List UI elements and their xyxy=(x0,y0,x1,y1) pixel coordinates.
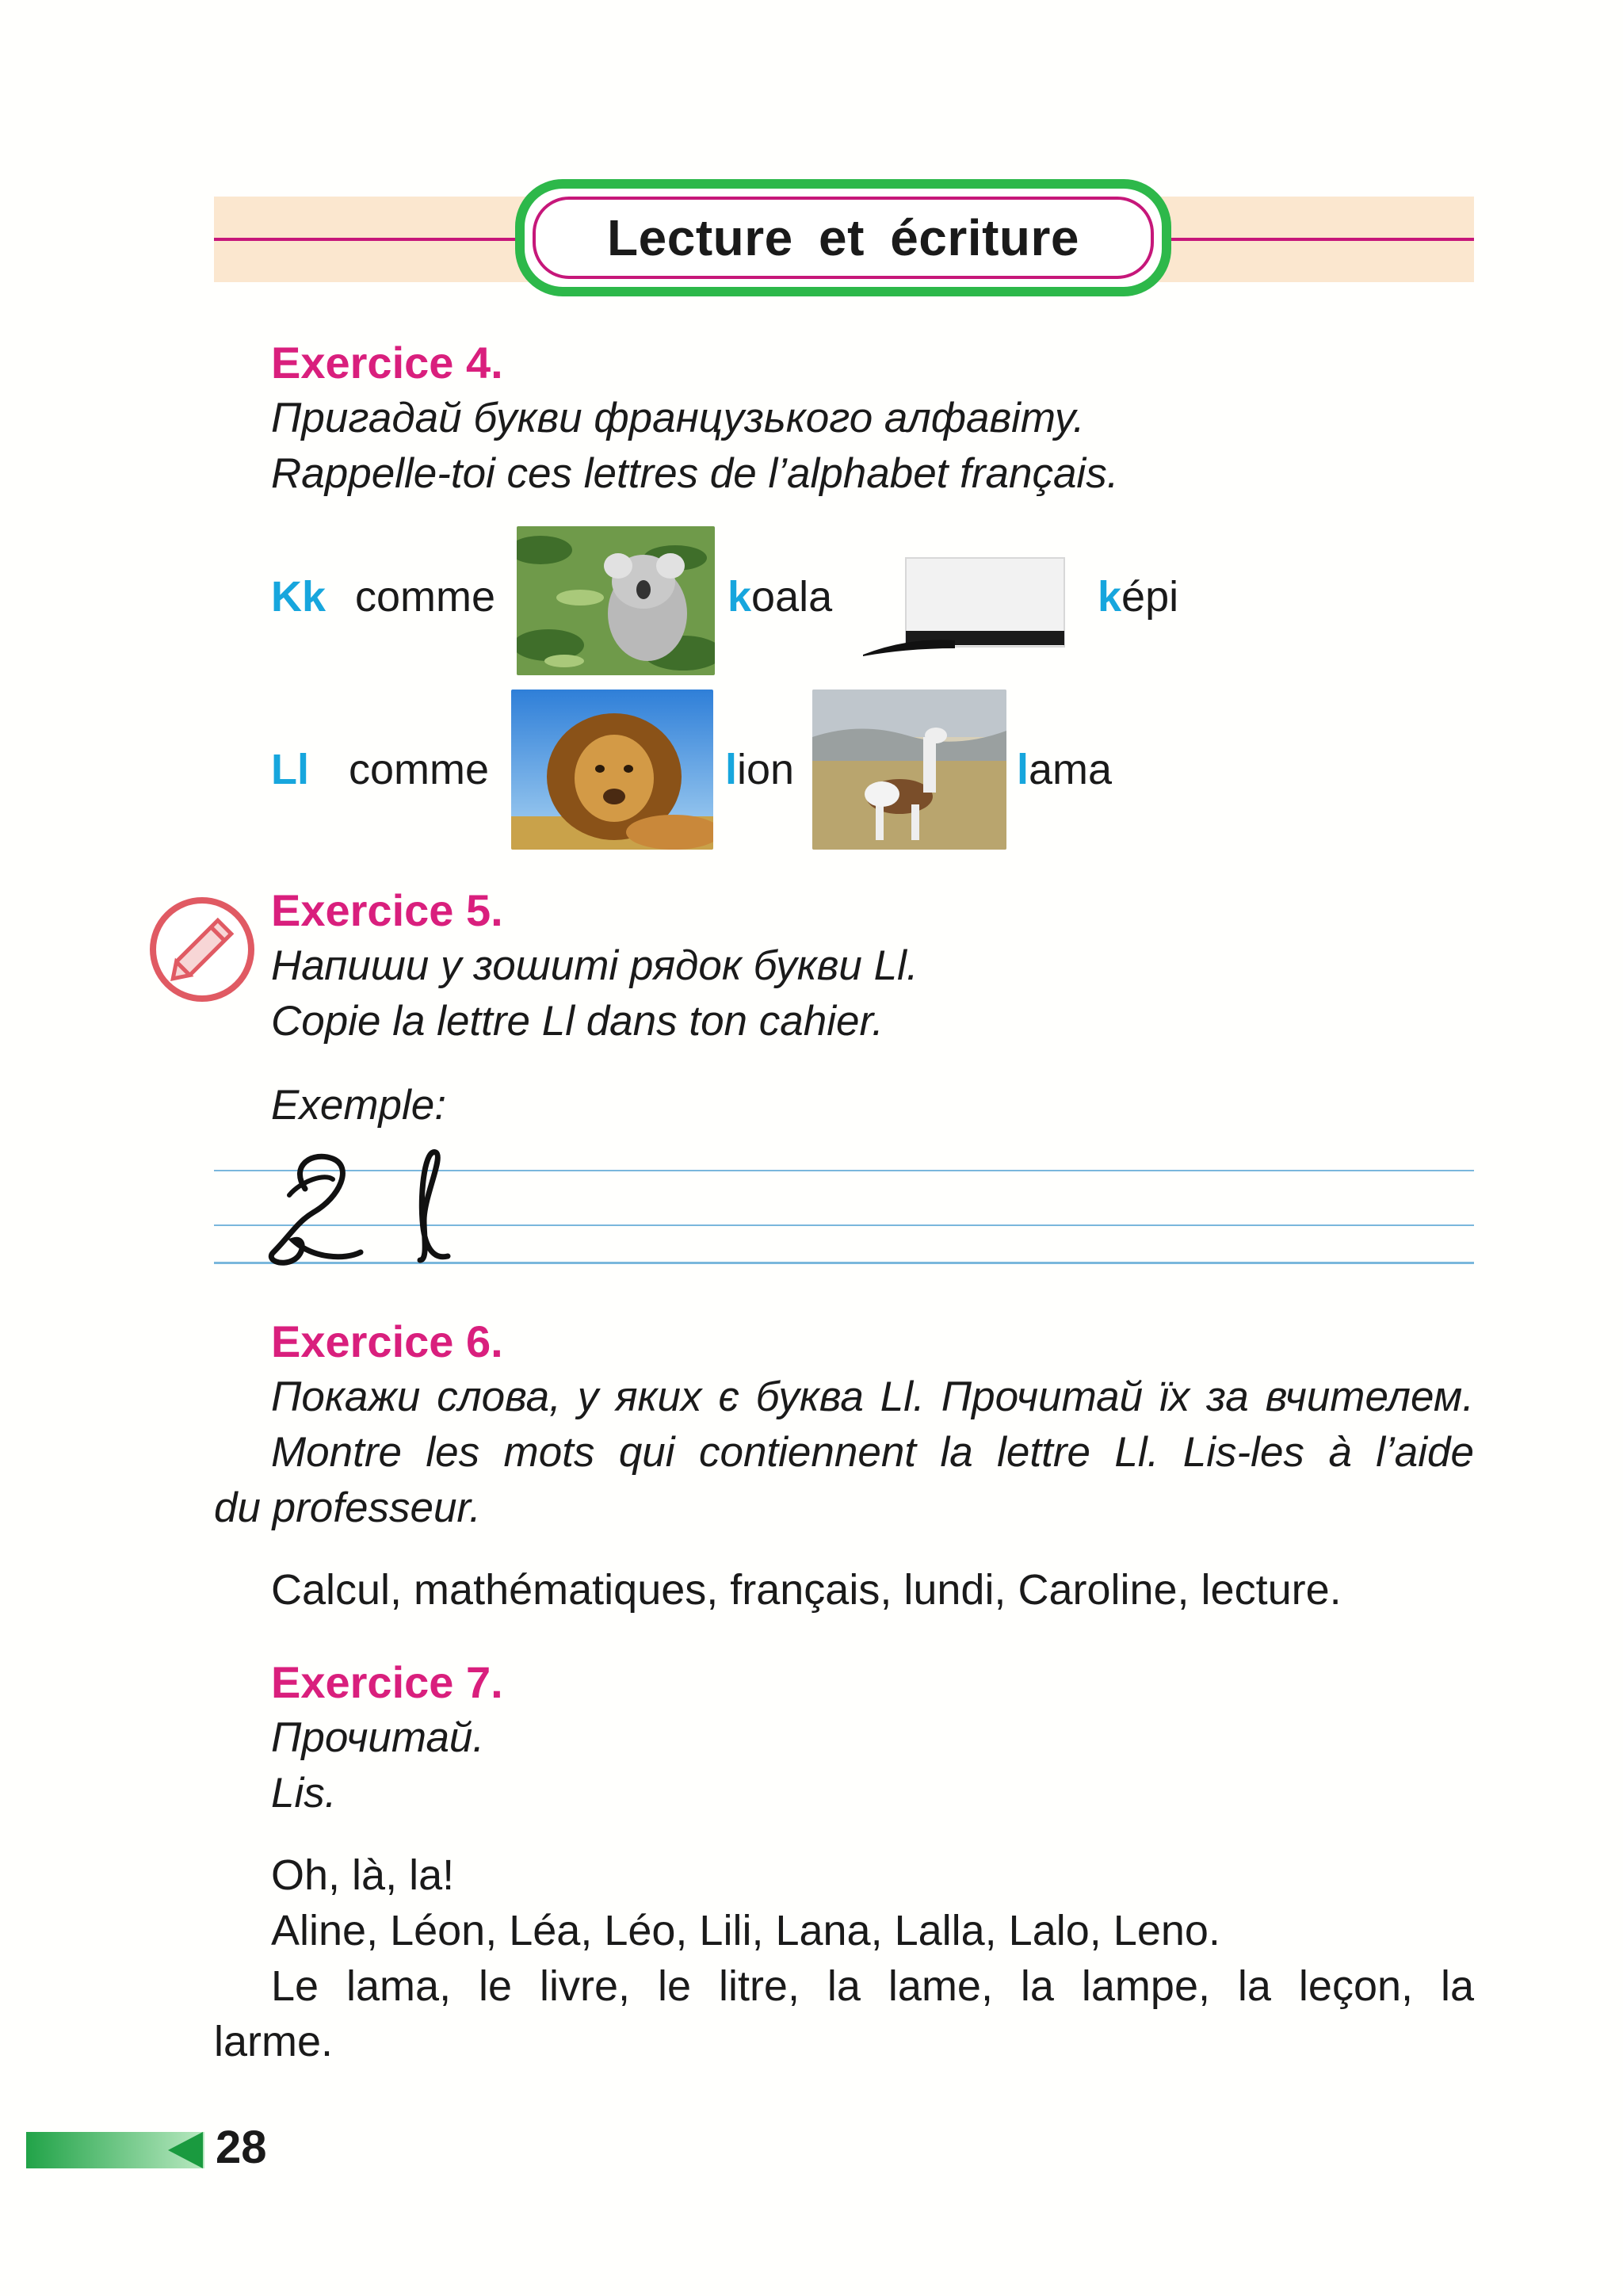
letter-ll: Ll xyxy=(271,746,309,793)
exercise5-example-label: Exemple: xyxy=(271,1082,446,1129)
word-koala: koala xyxy=(727,573,833,621)
comme-ll: comme xyxy=(349,746,490,793)
exercise7-line2: Aline, Léon, Léa, Léo, Lili, Lana, Lalla, Lalo, Leno. xyxy=(271,1907,1220,1954)
section-title: Lecture et écriture xyxy=(607,209,1079,266)
exercise7-line1: Oh, là, la! xyxy=(271,1851,455,1899)
comme-kk: comme xyxy=(355,573,496,621)
exercise7-heading: Exercice 7. xyxy=(271,1657,503,1707)
exercise5-heading: Exercice 5. xyxy=(271,885,503,935)
lion-image xyxy=(511,690,713,850)
exercise7-line4: larme. xyxy=(214,2018,334,2065)
word-lion: lion xyxy=(725,746,795,793)
section-title-box xyxy=(515,179,1171,296)
cursive-example xyxy=(258,1141,495,1268)
exercise4-instruction-uk: Пригадай букви французького алфавіту. xyxy=(271,395,1085,441)
koala-image xyxy=(517,526,715,675)
exercise4-heading: Exercice 4. xyxy=(271,338,503,388)
header-line-left xyxy=(214,238,527,241)
exercise5-instruction-fr: Copie la lettre Ll dans ton cahier. xyxy=(271,998,884,1045)
exercise4-instruction-fr: Rappelle-toi ces lettres de l’alphabet français. xyxy=(271,450,1119,497)
word-lama: lama xyxy=(1017,746,1113,793)
page-number: 28 xyxy=(216,2122,267,2173)
exercise7-line3: Le lama, le livre, le litre, la lame, la lampe, la leçon, la xyxy=(271,1962,1474,2010)
pencil-icon xyxy=(148,896,256,1003)
exercise6-words: Calcul, mathématiques, français, lundi, Caroline, lecture. xyxy=(271,1566,1342,1614)
header-line-right xyxy=(1161,238,1474,241)
exercise7-instruction-uk: Прочитай. xyxy=(271,1714,485,1761)
exercise6-instruction-fr-2: du professeur. xyxy=(214,1484,481,1531)
exercise7-instruction-fr: Lis. xyxy=(271,1770,337,1817)
footer-arrow-icon xyxy=(168,2132,203,2168)
exercise6-instruction-uk: Покажи слова, у яких є буква Ll. Прочитай їх за вчителем. xyxy=(271,1373,1474,1420)
exercise5-instruction-uk: Напиши у зошиті рядок букви Ll. xyxy=(271,942,918,989)
letter-kk: Kk xyxy=(271,573,327,621)
exercise6-instruction-fr-1: Montre les mots qui contiennent la lettre Ll. Lis-les à l’aide xyxy=(271,1429,1474,1476)
lama-image xyxy=(812,690,1006,850)
word-kepi: képi xyxy=(1098,573,1179,621)
exercise6-heading: Exercice 6. xyxy=(271,1316,503,1366)
kepi-image xyxy=(860,555,1070,658)
